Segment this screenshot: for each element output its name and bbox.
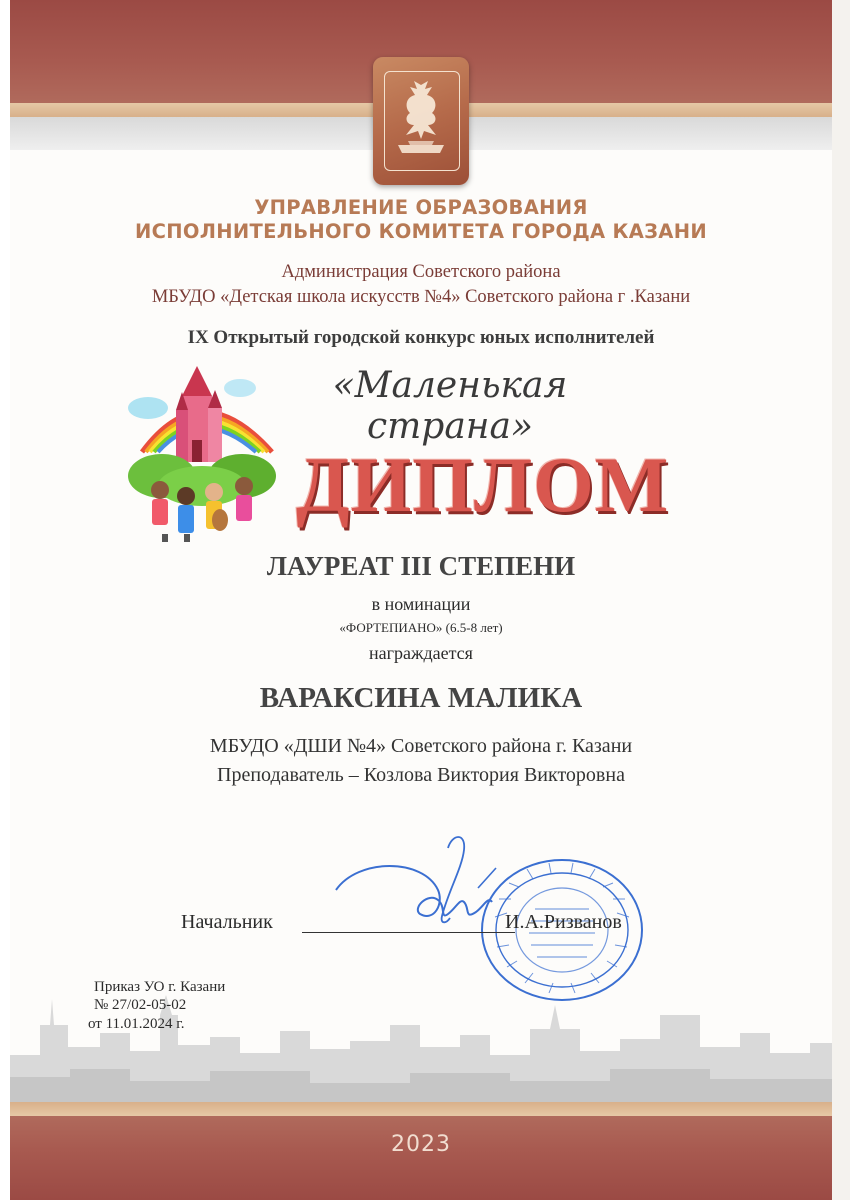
signature-line: [302, 932, 515, 933]
laureate-degree: ЛАУРЕАТ III СТЕПЕНИ: [266, 551, 576, 581]
signature-icon: [328, 828, 528, 938]
admin-line1: Администрация Советского района: [281, 262, 561, 282]
org-title-line1: УПРАВЛЕНИЕ ОБРАЗОВАНИЯ: [254, 196, 588, 219]
signature-name: И.А.Ризванов: [505, 911, 622, 933]
castle-children-illustration: [122, 352, 280, 544]
school-name: МБУДО «ДШИ №4» Советского района г. Казани: [209, 735, 633, 757]
org-title-line2: ИСПОЛНИТЕЛЬНОГО КОМИТЕТА ГОРОДА КАЗАНИ: [135, 220, 707, 243]
order-line2: № 27/02-05-02: [94, 997, 187, 1013]
contest-title: IX Открытый городской конкурс юных исполнителей: [187, 327, 655, 348]
admin-line2: МБУДО «Детская школа искусств №4» Советского района г .Казани: [151, 287, 691, 307]
year-label: 2023: [391, 1132, 451, 1157]
bottom-gold-stripe: [10, 1102, 832, 1116]
bottom-band: [10, 1116, 832, 1200]
dragon-icon: [388, 79, 454, 161]
order-line3: от 11.01.2024 г.: [88, 1016, 185, 1032]
kazan-emblem-icon: [373, 57, 469, 185]
page-edge: [832, 0, 850, 1200]
signature-position: Начальник: [181, 911, 273, 933]
diploma-heading: ДИПЛОМ: [296, 441, 670, 528]
contest-name: «Маленькая страна»: [332, 365, 568, 447]
nomination-value: «ФОРТЕПИАНО» (6.5-8 лет): [339, 620, 503, 635]
order-line1: Приказ УО г. Казани: [94, 979, 226, 995]
teacher-name: Преподаватель – Козлова Виктория Викторовна: [217, 764, 625, 786]
awarded-text: награждается: [369, 643, 473, 663]
diploma-sheet: [10, 0, 832, 1200]
nomination-prefix: в номинации: [371, 594, 471, 614]
recipient-name: ВАРАКСИНА МАЛИКА: [259, 682, 583, 714]
